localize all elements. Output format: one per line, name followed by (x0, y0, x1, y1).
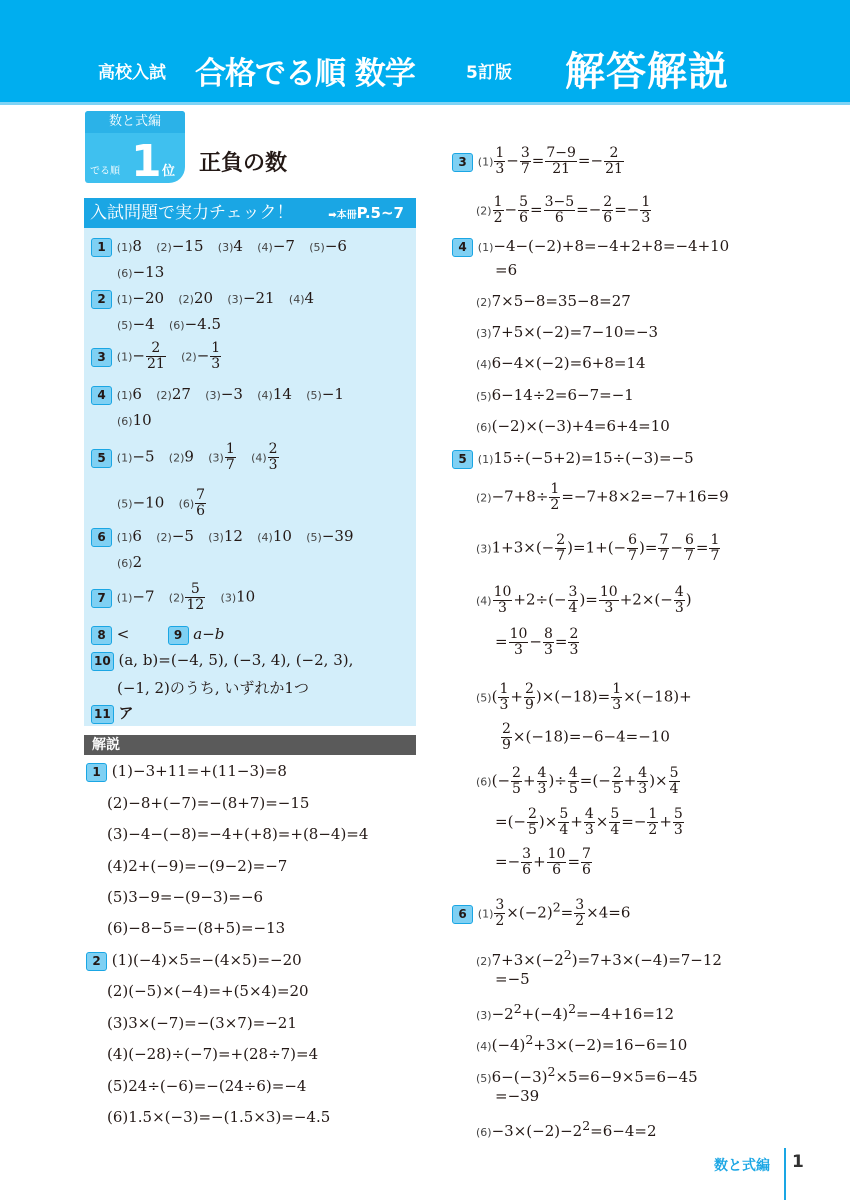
explanation-5-2: (2)−7+8÷ $\frac{1}{2}$ =−7+8×2=−7+16=9 (476, 481, 729, 513)
explanation-2-3: (3)3×(−7)=−(3×7)=−21 (107, 1014, 297, 1032)
problem-number: 11 (91, 705, 114, 724)
check-heading-text: 入試問題で実力チェック！ (90, 203, 294, 223)
answer-4-line-2: (6)10 (117, 411, 152, 429)
page-header (0, 0, 850, 105)
explanation-2-2: (2)(−5)×(−4)=+(5×4)=20 (107, 982, 309, 1000)
explanation-2-1 (86, 951, 302, 971)
problem-number: 5 (91, 449, 112, 468)
explanation-1-1 (86, 762, 287, 782)
explanation-2-6: (6)1.5×(−3)=−(1.5×3)=−4.5 (107, 1108, 331, 1126)
problem-number: 8 (91, 626, 112, 645)
rank-category: 数と式編 (85, 111, 185, 133)
answer-10-text-2: (−1, 2)のうち, いずれか1つ (117, 679, 309, 697)
explanation-3-1: 3 (1) $\frac{1}{3}$ − $\frac{3}{7}$ = $\frac{7-9}{21}$ =− $\frac{2}{21}$ (452, 146, 625, 177)
problem-number: 2 (86, 952, 107, 971)
explanation-4-5: (5)6−14÷2=6−7=−1 (476, 386, 634, 404)
explanation-1-3: (3)−4−(−8)=−4+(+8)=+(8−4)=4 (107, 825, 369, 843)
explanation-5-3: (3)1+3×(− $\frac{2}{7}$ )=1+(− $\frac{6}{7}$ )= $\frac{7}{7}$ − $\frac{6}{7}$ = $\frac{1}{7}$ (476, 532, 720, 564)
explanation-5-4b: = $\frac{10}{3}$ − $\frac{8}{3}$ = $\frac{2}{3}$ (495, 626, 579, 658)
problem-number: 2 (91, 290, 112, 309)
check-heading (84, 198, 416, 228)
page-number: 1 (792, 1152, 804, 1172)
answer-5-line-1: 5 (1)−5 (2)9 (3) $\frac{1}{7}$ (4) $\frac{2}{3}$ (91, 442, 280, 473)
answer-3: 3 (1)− $\frac{2}{21}$ (2)− $\frac{1}{3}$ (91, 341, 222, 372)
problem-number: 3 (452, 153, 473, 172)
series-label: 高校入試 (98, 63, 166, 83)
explanation-2-4: (4)(−28)÷(−7)=+(28÷7)=4 (107, 1045, 319, 1063)
section-title: 解答解説 (565, 49, 729, 95)
answer-10-line-2 (117, 677, 309, 698)
explanation-4-1: 4 (1)−4−(−2)+8=−4+2+8=−4+10 (452, 237, 729, 257)
explanation-5-6c: =− $\frac{3}{6}$ + $\frac{10}{6}$ = $\frac{7}{6}$ (495, 846, 591, 878)
ref-pages: P.5~7 (356, 204, 404, 222)
explanation-6-1: 6 (1) $\frac{3}{2}$ $\times(-2)^2=$ $\frac{3}{2}$ ×4=6 (452, 898, 630, 929)
explanation-5-6b: =(− $\frac{2}{5}$ )× $\frac{5}{4}$ + $\frac{4}{3}$ × $\frac{5}{4}$ =− $\frac{1}{2}$ + $\frac{5}{3}$ (495, 806, 683, 838)
problem-number: 7 (91, 589, 112, 608)
answer-5-line-2: (5)−10 (6) $\frac{7}{6}$ (117, 487, 206, 519)
explanation-1-6: (6)−8−5=−(8+5)=−13 (107, 919, 286, 937)
rank-suffix: 位 (161, 164, 175, 179)
rank-number: 1 (131, 136, 162, 183)
explanation-5-5b: $\frac{2}{9}$ ×(−18)=−6−4=−10 (502, 721, 670, 753)
rank-prefix: でる順 (90, 166, 120, 177)
explanation-6-5b: =−39 (495, 1087, 540, 1105)
page-reference (328, 198, 404, 231)
problem-number: 1 (86, 763, 107, 782)
explanation-4-1b: =6 (495, 261, 518, 279)
explanation-1-2: (2)−8+(−7)=−(8+7)=−15 (107, 794, 310, 812)
problem-number: 4 (91, 386, 112, 405)
explanation-4-4: (4)6−4×(−2)=6+8=14 (476, 354, 646, 372)
problem-number: 1 (91, 238, 112, 257)
answer-10-text-1: (a, b)=(−4, 5), (−3, 4), (−2, 3), (118, 651, 354, 669)
answer-2-line-1: 2 (1)−20 (2)20 (3)−21 (4)4 (91, 289, 314, 309)
explanation-heading: 解説 (84, 735, 416, 755)
problem-number: 9 (168, 626, 189, 645)
explanation-6-6: $(6)-3\times(-2)-2^2=6-4=2$ (476, 1118, 657, 1140)
explanation-5-6a: (6)(− $\frac{2}{5}$ + $\frac{4}{3}$ )÷ $\frac{4}{5}$ =(− $\frac{2}{5}$ + $\frac{4}{3}$ )× $\frac{5}{4}$ (476, 765, 679, 797)
explanation-4-2: (2)7×5−8=35−8=27 (476, 292, 631, 310)
answer-8-value: < (116, 625, 130, 643)
explanation-text: (1)−3+11=+(11−3)=8 (111, 762, 287, 780)
answer-6-line-2: (6)2 (117, 553, 143, 571)
explanation-5-5a: (5)( $\frac{1}{3}$ + $\frac{2}{9}$ )×(−18)= $\frac{1}{3}$ ×(−18)+ (476, 681, 692, 713)
explanation-6-4: $(4)(-4)^2+3\times(-2)=16-6=10$ (476, 1032, 688, 1054)
explanation-6-3: $(3)-2^2+(-4)^2=-4+16=12$ (476, 1001, 675, 1023)
answer-10-line-1 (91, 651, 353, 671)
book-title: 合格でる順 数学 (195, 56, 415, 92)
answer-8-9 (91, 625, 224, 645)
explanation-4-3: (3)7+5×(−2)=7−10=−3 (476, 323, 659, 341)
explanation-6-5a: $(5)6-(-3)^2\times 5=6-9\times 5=6-45$ (476, 1064, 698, 1086)
problem-number: 4 (452, 238, 473, 257)
footer-section-label: 数と式編 (714, 1158, 770, 1174)
explanation-text: (1)(−4)×5=−(4×5)=−20 (111, 951, 302, 969)
explanation-1-5: (5)3−9=−(9−3)=−6 (107, 888, 264, 906)
explanation-5-1: 5 (1)15÷(−5+2)=15÷(−3)=−5 (452, 449, 694, 469)
problem-number: 5 (452, 450, 473, 469)
answer-1-line-1: 1 (1)8 (2)−15 (3)4 (4)−7 (5)−6 (91, 237, 347, 257)
explanation-6-2a: $(2)7+3\times(-2^2)=7+3\times(-4)=7-12$ (476, 947, 722, 969)
answer-9-value: a−b (193, 625, 225, 643)
explanation-1-4: (4)2+(−9)=−(9−2)=−7 (107, 857, 288, 875)
problem-number: 10 (91, 652, 114, 671)
edition-label: 5訂版 (466, 63, 512, 83)
problem-number: 6 (91, 528, 112, 547)
explanation-2-5: (5)24÷(−6)=−(24÷6)=−4 (107, 1077, 307, 1095)
explanation-3-2: (2) $\frac{1}{2}$ − $\frac{5}{6}$ = $\frac{3-5}{6}$ =− $\frac{2}{6}$ =− $\frac{1}{3}$ (476, 194, 651, 226)
rank-badge (85, 111, 185, 183)
problem-number: 6 (452, 905, 473, 924)
answer-4-line-1: 4 (1)6 (2)27 (3)−3 (4)14 (5)−1 (91, 385, 344, 405)
answer-11-value: ア (118, 704, 134, 722)
footer-divider (784, 1148, 786, 1200)
chapter-title: 正負の数 (199, 151, 288, 176)
explanation-5-4a: (4) $\frac{10}{3}$ +2÷(− $\frac{3}{4}$ )= $\frac{10}{3}$ +2×(− $\frac{4}{3}$ ) (476, 584, 692, 616)
answer-7: 7 (1)−7 (2) $\frac{5}{12}$ (3)10 (91, 582, 255, 613)
explanation-4-6: (6)(−2)×(−3)+4=6+4=10 (476, 417, 670, 435)
problem-number: 3 (91, 348, 112, 367)
answer-11 (91, 702, 134, 724)
answer-2-line-2: (5)−4 (6)−4.5 (117, 315, 222, 333)
answer-6-line-1: 6 (1)6 (2)−5 (3)12 (4)10 (5)−39 (91, 527, 354, 547)
explanation-6-2b: =−5 (495, 970, 530, 988)
answer-1-line-2: (6)−13 (117, 263, 165, 281)
arrow-right-icon: ➡本冊 (328, 210, 357, 221)
